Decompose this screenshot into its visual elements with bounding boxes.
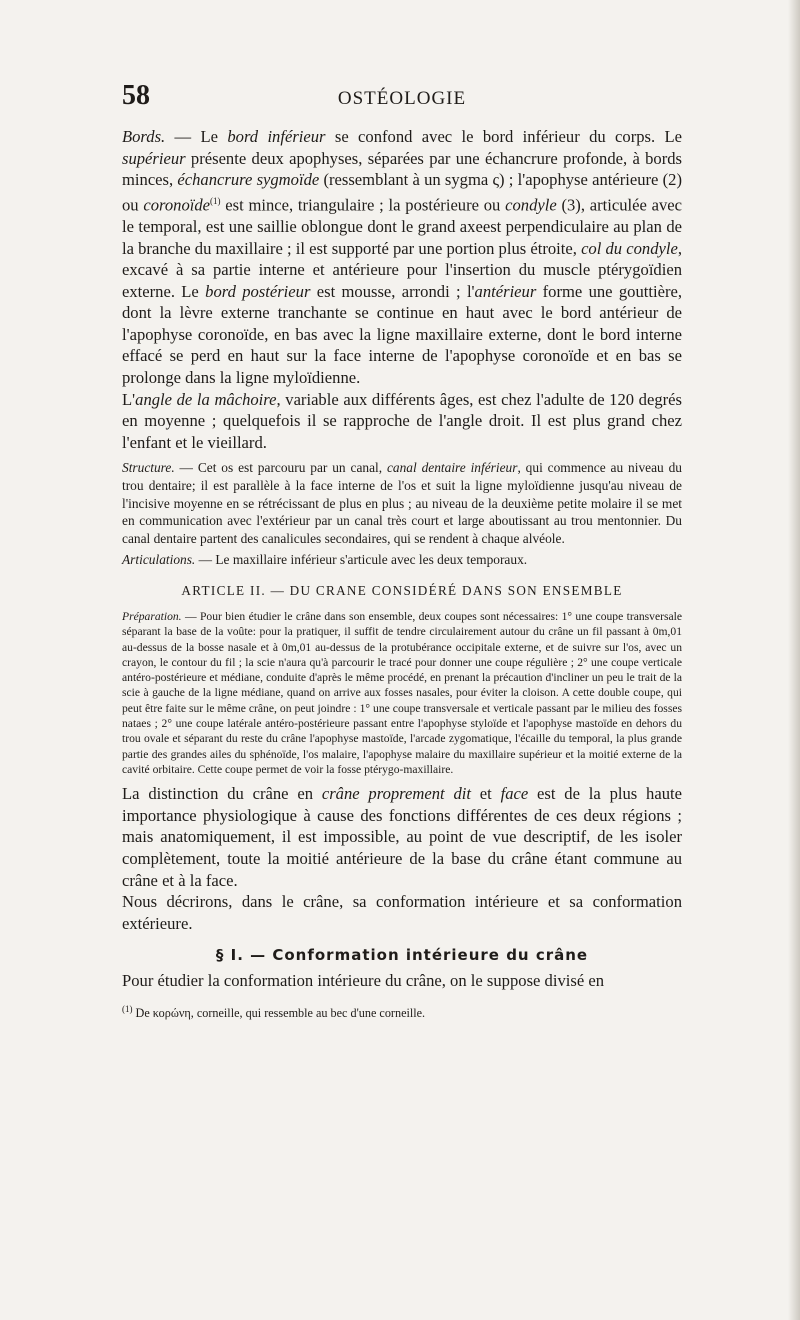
term-bord-inferieur: bord inférieur — [227, 127, 326, 146]
footnote-text: De κορώνη, corneille, qui ressemble au bec d'une corneille. — [132, 1006, 426, 1021]
paragraph-pour-etudier: Pour étudier la conformation intérieure du crâne, on le suppose divisé en — [122, 971, 604, 991]
text-run: (3), articulée avec le temporal, est une saillie oblongue dont le grand axeest perpendiculaire au plan de la branche du maxillaire ; il est supporté par une portion plus étroite, — [122, 195, 682, 258]
paragraph-preparation — [122, 609, 682, 777]
paragraph-decrirons: Nous décrirons, dans le crâne, sa conformation intérieure et sa conformation extérieure. — [122, 892, 682, 933]
running-head: OSTÉOLOGIE — [337, 88, 467, 109]
text-run: présente deux apophyses, séparées par une échancrure profonde, à bords minces, — [122, 148, 682, 190]
term-echancrure-sygmoide: échancrure sygmoïde — [177, 170, 320, 190]
term-anterieur: antérieur — [474, 281, 537, 301]
footnote-number: (1) — [122, 1004, 133, 1015]
text-run: et — [470, 784, 501, 804]
text-run: — Le maxillaire inférieur s'articule avec les deux temporaux. — [195, 552, 528, 568]
run-heading-preparation: Préparation. — [122, 610, 182, 623]
run-heading-structure: Structure. — [122, 460, 175, 476]
text-run: est mousse, arrondi ; l' — [310, 281, 475, 301]
text-run: — Le — [165, 127, 228, 146]
text-run: — Pour bien étudier le crâne dans son ensemble, deux coupes sont nécessaires: 1° une coupe transversale séparant la base de la voûte: pour la pratiquer, il suffit de tendre circulairement autour du crâne un fil passant à 0m,01 au-dessus de la bosse nasale et à 0m,01 au-dessus de la protubérance occipitale externe, et de suivre sur l'os, avec un crayon, le contour du fil ; la scie n'aura qu'à parcourir le tracé pour donner une coupe régulière ; 2° une coupe verticale antéro-postérieure et médiane, conduite d'après le même procédé, en prenant la précaution d'incliner un peu le trait de la scie à gauche de la ligne médiane, quand on arrive aux fosses nasales, pour éviter la cloison. A cette double coupe, qui peut être faite sur le même crâne, on peut joindre : 1° une coupe transversale et verticale passant par le milieu des fosses nataes ; 2° une coupe latérale antéro-postérieure passant entre l'apophyse styloïde et l'apophyse mastoïde en dehors du trou ovale et séparant du reste du crâne l'apophyse mastoïde, l'arcade zygomatique, l'écaille du temporal, la plus grande partie des grandes ailes du sphénoïde, l'os malaire, l'apophyse malaire du maxillaire supérieur et la moitié externe de la cavité orbitaire. Cette coupe permet de voir la fosse ptérygo-maxillaire. — [122, 610, 682, 776]
paragraph-articulations — [122, 551, 682, 569]
text-run: , qui commence au niveau du trou dentaire; il est parallèle à la face interne de l'os et suit la ligne myloïdienne jusqu'au niveau de l'incisive moyenne en se rétrécissant de plus en plus ; au niveau de la deuxième petite molaire il se met en communication avec l'extérieur par un canal très court et large aboutissant au trou mentonnier. Du canal dentaire partent des canalicules secondaires, qui se rendent à chaque alvéole. — [122, 460, 682, 546]
paragraph-structure — [122, 459, 682, 547]
text-run: forme une gouttière, dont la lèvre externe tranchante se continue en haut avec le bord antérieur de l'apophyse coronoïde, en bas avec la ligne maxillaire externe, dont le bord interne effacé se perd en haut sur la face interne de l'apophyse coronoïde et en bas se prolonge dans la ligne myloïdienne. — [122, 281, 682, 388]
paragraph-angle — [122, 389, 682, 454]
run-heading-bords: Bords. — [122, 127, 166, 146]
paragraph-bords — [122, 126, 682, 389]
text-run: , variable aux différents âges, est chez l'adulte de 120 degrés en moyenne ; quelquefois il se rapproche de l'angle droit. Il est plus grand chez l'enfant et le vieillard. — [122, 389, 682, 452]
run-heading-articulations: Articulations. — [122, 552, 196, 568]
term-bord-posterieur: bord postérieur — [205, 281, 311, 301]
paragraph-distinction — [122, 783, 682, 891]
text-run: — Cet os est parcouru par un canal, — [174, 460, 387, 476]
text-run: est mince, triangulaire ; la postérieure ou — [220, 195, 506, 215]
text-run: (ressemblant à un sygma ς) ; l'apophyse antérieure (2) ou — [122, 170, 682, 215]
article-heading: ARTICLE II. — DU CRANE CONSIDÉRÉ DANS SON ENSEMBLE — [181, 583, 623, 598]
page-header — [122, 80, 682, 120]
footnote-marker: (1) — [210, 195, 221, 206]
text-run: est de la plus haute importance physiologique à cause des fonctions différentes de ces deux régions ; mais anatomiquement, il est impossible, au point de vue descriptif, de les isoler complètement, toute la moitié antérieure de la base du crâne étant commune au crâne et à la face. — [122, 784, 682, 890]
term-col-du-condyle: col du condyle — [581, 238, 678, 258]
page-edge-shadow — [788, 0, 800, 1320]
term-superieur: supérieur — [122, 148, 186, 168]
term-canal-dentaire: canal dentaire inférieur — [386, 460, 518, 476]
term-crane-proprement-dit: crâne proprement dit — [321, 784, 471, 804]
text-run: L' — [122, 389, 136, 409]
footnote — [122, 1002, 682, 1021]
term-condyle: condyle — [505, 195, 557, 215]
term-coronoide: coronoïde — [143, 195, 211, 215]
page-body — [122, 126, 682, 1021]
text-run: , excavé à sa partie interne et antérieure pour l'insertion du muscle ptérygoïdien externe. Le — [122, 238, 682, 301]
text-run: La distinction du crâne en — [122, 784, 322, 804]
text-run: se confond avec le bord inférieur du corps. Le — [325, 127, 682, 146]
page-number: 58 — [122, 80, 150, 111]
term-angle-machoire: angle de la mâchoire — [135, 389, 277, 409]
section-heading: § I. — Conformation intérieure du crâne — [215, 946, 589, 965]
term-face: face — [500, 784, 529, 804]
